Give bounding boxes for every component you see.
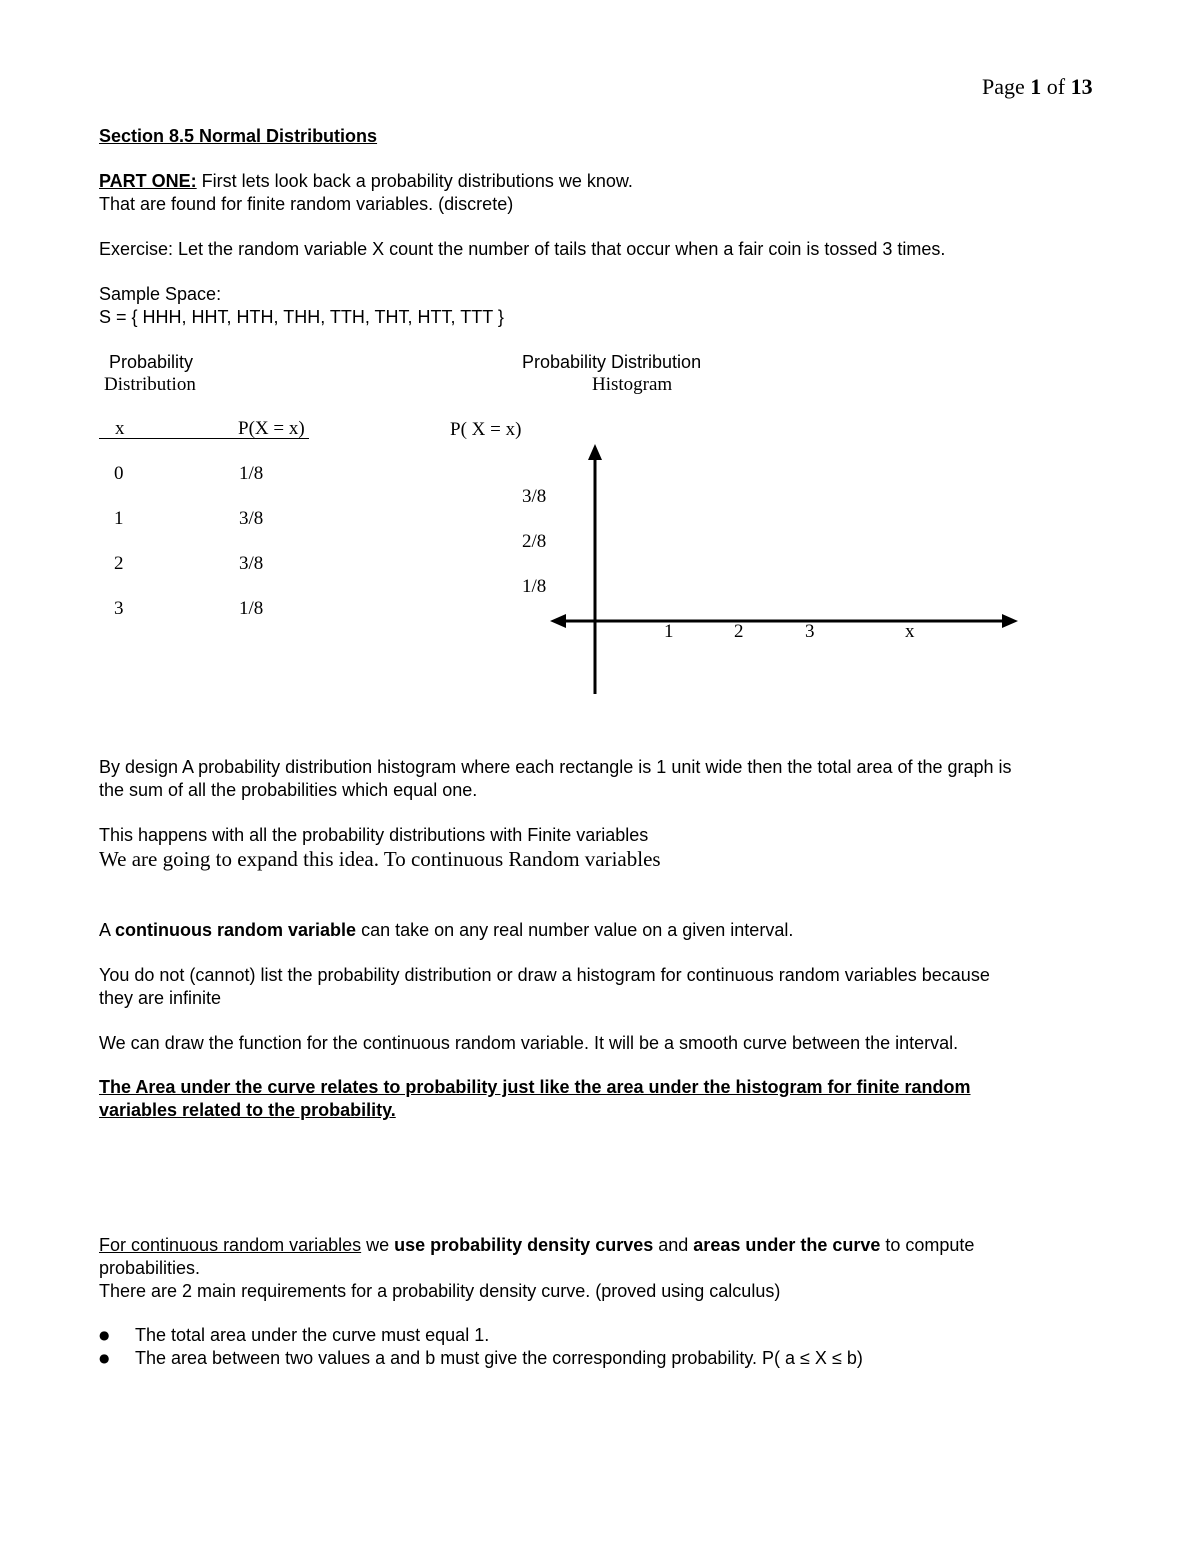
x-axis-left-arrowhead — [550, 614, 566, 628]
cannot-paragraph-line1: You do not (cannot) list the probability distribution or draw a histogram for continuous random variables because — [99, 965, 990, 985]
row-p: 3/8 — [239, 553, 264, 574]
row-p: 1/8 — [239, 463, 264, 484]
cannot-paragraph-line2: they are infinite — [99, 988, 222, 1008]
y-tick-label: 3/8 — [522, 486, 547, 507]
histogram-axes — [540, 440, 1030, 700]
expand-paragraph: We are going to expand this idea. To continuous Random variables — [99, 847, 661, 871]
density-paragraph-line2: probabilities. — [99, 1258, 201, 1278]
col-x-header: x — [115, 418, 125, 439]
density-paragraph-line1: For continuous random variables we use probability density curves and areas under the curve to compute — [99, 1235, 975, 1255]
x-tick-label: 2 — [734, 621, 744, 642]
row-x: 3 — [114, 598, 124, 619]
area-paragraph-line2: variables related to the probability. — [99, 1100, 396, 1120]
y-axis-arrowhead — [588, 444, 602, 460]
x-axis-label: x — [905, 621, 915, 642]
exercise-text: Exercise: Let the random variable X count the number of tails that occur when a fair coin is tossed 3 times. — [99, 239, 946, 259]
y-tick-label: 2/8 — [522, 531, 547, 552]
draw-function-paragraph: We can draw the function for the continuous random variable. It will be a smooth curve between the interval. — [99, 1033, 959, 1053]
col-p-header: P(X = x) — [238, 418, 305, 439]
y-tick-label: 1/8 — [522, 576, 547, 597]
sample-space-label: Sample Space: — [99, 284, 222, 304]
part-one-line2: That are found for finite random variables. (discrete) — [99, 194, 514, 214]
finite-paragraph: This happens with all the probability distributions with Finite variables — [99, 825, 649, 845]
row-p: 3/8 — [239, 508, 264, 529]
y-axis-label: P( X = x) — [450, 419, 522, 440]
bullet-icon: ● — [99, 1351, 110, 1365]
x-tick-label: 1 — [664, 621, 674, 642]
histogram-title-line2: Histogram — [592, 374, 673, 395]
section-title: Section 8.5 Normal Distributions — [99, 126, 378, 146]
area-paragraph-line1: The Area under the curve relates to probability just like the area under the histogram for finite random — [99, 1077, 971, 1097]
page-number: Page 1 of 13 — [982, 74, 1093, 99]
continuous-definition: A continuous random variable can take on any real number value on a given interval. — [99, 920, 794, 940]
row-p: 1/8 — [239, 598, 264, 619]
dist-title-line1: Probability — [109, 352, 194, 372]
design-paragraph-line2: the sum of all the probabilities which equal one. — [99, 780, 478, 800]
part-one-label: PART ONE: — [99, 171, 197, 191]
bullet-icon: ● — [99, 1328, 110, 1342]
row-x: 0 — [114, 463, 124, 484]
dist-table-header — [99, 418, 309, 442]
histogram-title-line1: Probability Distribution — [522, 352, 702, 372]
row-x: 2 — [114, 553, 124, 574]
x-axis-right-arrowhead — [1002, 614, 1018, 628]
design-paragraph-line1: By design A probability distribution histogram where each rectangle is 1 unit wide then the total area of the graph is — [99, 757, 1012, 777]
continuous-term: continuous random variable — [115, 920, 357, 940]
row-x: 1 — [114, 508, 124, 529]
sample-space-set: S = { HHH, HHT, HTH, THH, TTH, THT, HTT, TTT } — [99, 307, 504, 327]
part-one-line: PART ONE: First lets look back a probability distributions we know. — [99, 171, 633, 191]
density-paragraph-line3: There are 2 main requirements for a probability density curve. (proved using calculus) — [99, 1281, 781, 1301]
x-tick-label: 3 — [805, 621, 815, 642]
dist-title-line2: Distribution — [104, 374, 196, 395]
